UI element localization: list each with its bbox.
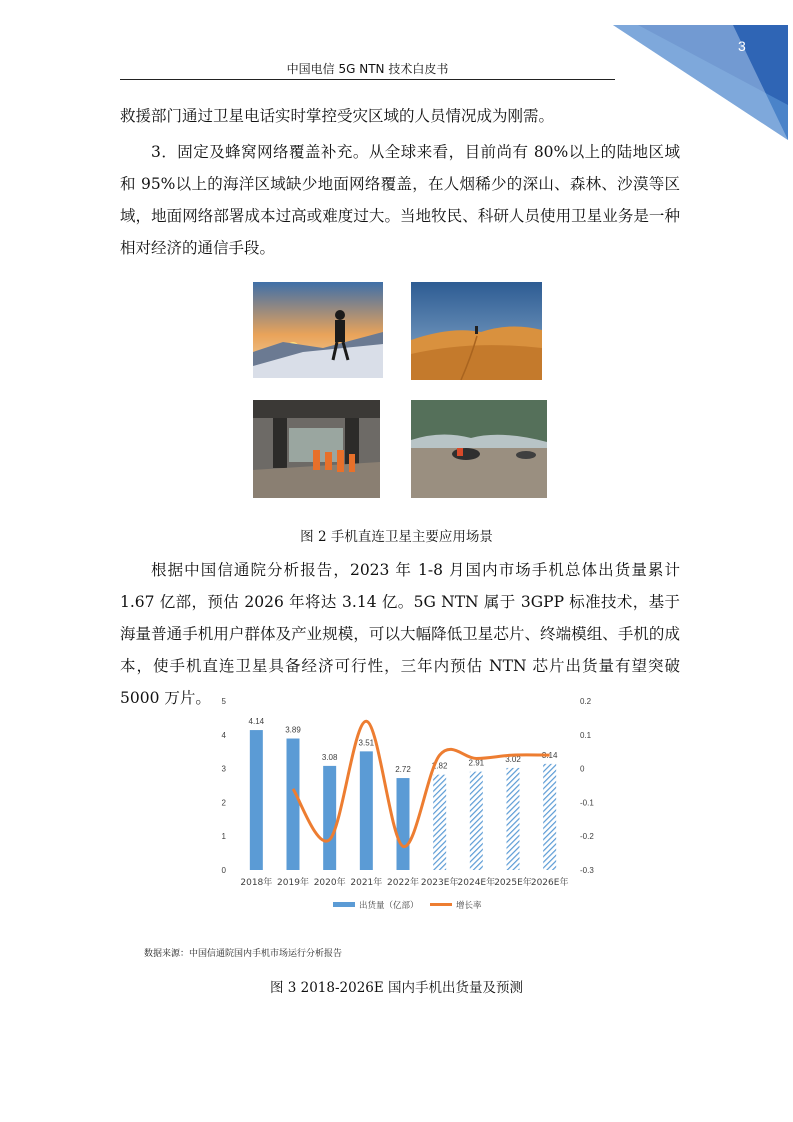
shipment-bar (543, 764, 556, 870)
x-tick-label: 2020年 (313, 878, 346, 888)
legend-swatch-shipment (333, 902, 355, 907)
shipment-bar (397, 778, 410, 870)
shipment-growth-chart (200, 690, 610, 915)
y-right-tick-label: -0.1 (580, 798, 594, 808)
bar-data-label: 3.51 (358, 738, 375, 748)
shipment-bar (470, 772, 483, 870)
bar-data-label: 3.89 (285, 725, 301, 735)
legend-label-shipment: 出货量（亿部） (359, 901, 419, 911)
bar-data-label: 3.02 (505, 754, 521, 764)
page-header-title: 中国电信 5G NTN 技术白皮书 (286, 62, 449, 76)
y-right-tick-label: 0 (580, 764, 585, 774)
y-right-tick-label: 0.1 (580, 730, 592, 740)
figure-3-caption: 图 3 2018-2026E 国内手机出货量及预测 (269, 980, 524, 996)
bar-data-label: 4.14 (248, 717, 265, 727)
y-left-tick-label: 2 (221, 798, 226, 808)
desert-photo (411, 282, 542, 380)
y-right-tick-label: -0.2 (580, 832, 594, 842)
mountain-hiker-photo (253, 282, 383, 378)
bar-data-label: 2.91 (468, 758, 485, 768)
y-left-tick-label: 1 (221, 832, 226, 842)
shipment-bar (360, 751, 373, 870)
y-left-tick-label: 3 (221, 764, 226, 774)
x-tick-label: 2021年 (350, 878, 383, 888)
x-tick-label: 2026E年 (530, 878, 569, 888)
figure-2-caption: 图 2 手机直连卫星主要应用场景 (300, 529, 493, 545)
x-tick-label: 2019年 (277, 878, 309, 888)
x-tick-label: 2023E年 (420, 878, 459, 888)
shipment-bar (287, 739, 300, 870)
shipment-bar (507, 768, 520, 870)
y-left-tick-label: 0 (221, 866, 226, 875)
x-tick-label: 2022年 (387, 878, 419, 888)
bar-data-label: 3.14 (541, 750, 558, 760)
x-tick-label: 2024E年 (457, 878, 496, 888)
paragraph-1: 救援部门通过卫星电话实时掌控受灾区域的人员情况成为刚需。 (120, 107, 555, 125)
paragraph-2: 3．固定及蜂窝网络覆盖补充。从全球来看，目前尚有 80%以上的陆地区域和 95%以上的海洋区域缺少地面网络覆盖，在人烟稀少的深山、森林、沙漠等区域，地面网络部署成本过高或难度过大。当地牧民、科研人员使用卫星业务是一种相对经济的通信手段。 (120, 143, 680, 257)
y-left-tick-label: 4 (221, 730, 226, 740)
y-right-tick-label: 0.2 (580, 697, 592, 706)
bar-data-label: 2.82 (431, 761, 448, 771)
header-rule (120, 79, 615, 80)
y-right-tick-label: -0.3 (580, 866, 594, 875)
x-tick-label: 2025E年 (494, 878, 532, 888)
shipment-bar (433, 775, 446, 870)
figure-3-source: 数据来源：中国信通院国内手机市场运行分析报告 (144, 949, 343, 959)
flood-rescue-photo (411, 400, 547, 498)
rescue-workers-photo (253, 400, 380, 498)
paragraph-3: 根据中国信通院分析报告，2023 年 1-8 月国内市场手机总体出货量累计 1.67 亿部，预估 2026 年将达 3.14 亿。5G NTN 属于 3GPP 标准技术，基于海量普通手机用户群体及产业规模，可以大幅降低卫星芯片、终端模组、手机的成本，使手机直连卫星具备经济可行性，三年内预估 NTN 芯片出货量有望突破 5000 万片。 (120, 561, 680, 707)
shipment-bar (250, 730, 263, 870)
y-left-tick-label: 5 (221, 697, 226, 706)
bar-data-label: 2.72 (395, 765, 411, 775)
legend-label-growth: 增长率 (456, 901, 482, 911)
bar-data-label: 3.08 (321, 752, 338, 762)
page-number: 3 (738, 38, 746, 54)
x-tick-label: 2018年 (240, 878, 273, 888)
shipment-bar (323, 766, 336, 870)
